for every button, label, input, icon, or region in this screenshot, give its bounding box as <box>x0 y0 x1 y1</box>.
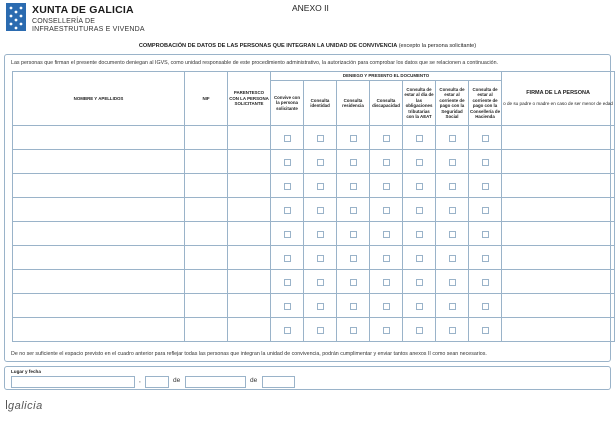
members-table <box>12 71 615 342</box>
checkbox[interactable] <box>317 183 324 190</box>
member-rows <box>13 126 615 342</box>
checkbox[interactable] <box>284 231 291 238</box>
checkbox-cell <box>337 222 370 246</box>
checkbox-cell <box>304 222 337 246</box>
checkbox-cell <box>337 150 370 174</box>
checkbox-cell <box>271 150 304 174</box>
checkbox-cell <box>304 126 337 150</box>
checkbox[interactable] <box>482 159 489 166</box>
checkbox[interactable] <box>317 303 324 310</box>
column-subheader: Consulta discapacidad <box>370 81 403 126</box>
checkbox-cell <box>469 126 502 150</box>
checkbox[interactable] <box>416 183 423 190</box>
month-input[interactable] <box>185 376 246 388</box>
checkbox[interactable] <box>317 279 324 286</box>
checkbox[interactable] <box>350 255 357 262</box>
checkbox-cell <box>469 150 502 174</box>
checkbox-cell <box>403 246 436 270</box>
checkbox-cell <box>436 294 469 318</box>
table-row <box>13 246 615 270</box>
checkbox-cell <box>436 174 469 198</box>
name-cell[interactable] <box>13 294 185 318</box>
document-title <box>0 43 615 49</box>
checkbox-cell <box>403 222 436 246</box>
name-cell[interactable] <box>13 126 185 150</box>
checkbox[interactable] <box>317 255 324 262</box>
checkbox[interactable] <box>317 207 324 214</box>
checkbox[interactable] <box>383 159 390 166</box>
checkbox-cell <box>271 270 304 294</box>
department-line-1: CONSELLERÍA DE <box>32 18 96 25</box>
checkbox[interactable] <box>482 207 489 214</box>
parentesco-cell[interactable] <box>228 126 271 150</box>
header <box>6 3 609 39</box>
checkbox-cell <box>337 126 370 150</box>
column-subheader: Convive con la persona solicitante <box>271 81 304 126</box>
checkbox-cell <box>370 294 403 318</box>
nif-cell[interactable] <box>185 270 228 294</box>
galicia-footer-logo <box>6 400 43 412</box>
checkbox-cell <box>271 246 304 270</box>
day-input[interactable] <box>145 376 169 388</box>
checkbox[interactable] <box>284 159 291 166</box>
place-date-section <box>4 366 611 390</box>
table-row <box>13 318 615 342</box>
table-row <box>13 294 615 318</box>
main-section <box>4 54 611 362</box>
checkbox[interactable] <box>416 135 423 142</box>
signature-cell[interactable] <box>502 174 615 198</box>
checkbox[interactable] <box>482 255 489 262</box>
checkbox-cell <box>403 150 436 174</box>
nif-cell[interactable] <box>185 198 228 222</box>
checkbox-cell <box>436 126 469 150</box>
name-cell[interactable] <box>13 318 185 342</box>
checkbox[interactable] <box>482 303 489 310</box>
checkbox[interactable] <box>350 207 357 214</box>
checkbox-cell <box>304 198 337 222</box>
nif-cell[interactable] <box>185 174 228 198</box>
checkbox-cell <box>337 174 370 198</box>
checkbox-cell <box>337 294 370 318</box>
department-line-2: INFRAESTRUTURAS E VIVENDA <box>32 26 145 33</box>
checkbox[interactable] <box>350 303 357 310</box>
parentesco-cell[interactable] <box>228 294 271 318</box>
checkbox[interactable] <box>482 183 489 190</box>
checkbox[interactable] <box>416 327 423 334</box>
checkbox[interactable] <box>284 207 291 214</box>
title-sub: (excepto la persona solicitante) <box>398 43 477 49</box>
parentesco-cell[interactable] <box>228 270 271 294</box>
checkbox[interactable] <box>383 231 390 238</box>
name-cell[interactable] <box>13 174 185 198</box>
name-cell[interactable] <box>13 270 185 294</box>
checkbox-cell <box>469 318 502 342</box>
signature-cell[interactable] <box>502 198 615 222</box>
checkbox[interactable] <box>482 135 489 142</box>
checkbox[interactable] <box>416 303 423 310</box>
checkbox-cell <box>370 150 403 174</box>
checkbox[interactable] <box>284 303 291 310</box>
checkbox[interactable] <box>383 303 390 310</box>
column-subheader: Consulta de estar al corriente de pago con la Consellería de Hacienda <box>469 81 502 126</box>
checkbox[interactable] <box>449 135 456 142</box>
parentesco-cell[interactable] <box>228 318 271 342</box>
checkbox-cell <box>403 198 436 222</box>
column-header-parentesco: PARENTESCO CON LA PERSONA SOLICITANTE <box>228 72 271 126</box>
checkbox[interactable] <box>449 159 456 166</box>
nif-cell[interactable] <box>185 294 228 318</box>
nif-cell[interactable] <box>185 150 228 174</box>
checkbox-cell <box>436 246 469 270</box>
checkbox[interactable] <box>284 279 291 286</box>
checkbox-cell <box>337 198 370 222</box>
checkbox-cell <box>436 198 469 222</box>
checkbox[interactable] <box>350 231 357 238</box>
parentesco-cell[interactable] <box>228 246 271 270</box>
checkbox[interactable] <box>350 279 357 286</box>
checkbox-cell <box>370 126 403 150</box>
signature-cell[interactable] <box>502 222 615 246</box>
checkbox[interactable] <box>482 279 489 286</box>
checkbox-cell <box>337 270 370 294</box>
checkbox[interactable] <box>449 303 456 310</box>
checkbox-cell <box>304 318 337 342</box>
nif-cell[interactable] <box>185 126 228 150</box>
table-row <box>13 126 615 150</box>
table-row <box>13 150 615 174</box>
checkbox-cell <box>271 222 304 246</box>
checkbox-cell <box>271 174 304 198</box>
checkbox[interactable] <box>350 159 357 166</box>
checkbox[interactable] <box>383 207 390 214</box>
checkbox[interactable] <box>416 231 423 238</box>
column-subheader: Consulta de estar al día de las obligaciones tributarias con la AEAT <box>403 81 436 126</box>
nif-cell[interactable] <box>185 222 228 246</box>
checkbox[interactable] <box>383 183 390 190</box>
nif-cell[interactable] <box>185 246 228 270</box>
signature-cell[interactable] <box>502 294 615 318</box>
checkbox[interactable] <box>482 327 489 334</box>
checkbox-cell <box>403 126 436 150</box>
checkbox-cell <box>271 198 304 222</box>
place-input[interactable] <box>11 376 135 388</box>
checkbox-cell <box>436 222 469 246</box>
de-separator-2: de <box>250 377 258 384</box>
checkbox-cell <box>436 150 469 174</box>
insufficient-space-note: De no ser suficiente el espacio previsto en el cuadro anterior para reflejar todas las personas que integran la unidad de convivencia, podrán cumplimentar y enviar tantos anexos II como sean necesarios. <box>11 351 487 357</box>
checkbox-cell <box>403 174 436 198</box>
parentesco-cell[interactable] <box>228 198 271 222</box>
table-row <box>13 198 615 222</box>
checkbox-cell <box>370 246 403 270</box>
checkbox[interactable] <box>350 327 357 334</box>
title-main: COMPROBACIÓN DE DATOS DE LAS PERSONAS QUE INTEGRAN LA UNIDAD DE CONVIVENCIA <box>138 43 398 49</box>
comma-separator: , <box>139 377 141 384</box>
logo-bar-icon <box>6 400 7 409</box>
checkbox-cell <box>403 318 436 342</box>
org-name: XUNTA DE GALICIA <box>32 4 134 16</box>
nif-cell[interactable] <box>185 318 228 342</box>
de-separator-1: de <box>173 377 181 384</box>
name-cell[interactable] <box>13 198 185 222</box>
checkbox[interactable] <box>317 327 324 334</box>
column-subheader: Consulta de estar al corriente de pago con la Seguridad Social <box>436 81 469 126</box>
checkbox-cell <box>271 318 304 342</box>
signature-cell[interactable] <box>502 150 615 174</box>
checkbox[interactable] <box>416 207 423 214</box>
column-header-nif: NIF <box>185 72 228 126</box>
checkbox[interactable] <box>350 183 357 190</box>
column-group-header: DENIEGO Y PRESENTO EL DOCUMENTO <box>271 72 502 81</box>
xunta-logo-icon <box>6 3 26 31</box>
checkbox-cell <box>403 270 436 294</box>
checkbox-cell <box>304 270 337 294</box>
checkbox-cell <box>337 246 370 270</box>
signature-cell[interactable] <box>502 318 615 342</box>
checkbox-cell <box>370 222 403 246</box>
checkbox[interactable] <box>449 255 456 262</box>
checkbox-cell <box>304 174 337 198</box>
column-header-firma <box>502 72 615 126</box>
checkbox-cell <box>370 318 403 342</box>
parentesco-cell[interactable] <box>228 222 271 246</box>
checkbox[interactable] <box>284 327 291 334</box>
checkbox[interactable] <box>317 135 324 142</box>
parentesco-cell[interactable] <box>228 150 271 174</box>
checkbox[interactable] <box>317 159 324 166</box>
column-subheader: Consulta identidad <box>304 81 337 126</box>
checkbox-cell <box>370 270 403 294</box>
parentesco-cell[interactable] <box>228 174 271 198</box>
checkbox-cell <box>469 222 502 246</box>
checkbox[interactable] <box>350 135 357 142</box>
name-cell[interactable] <box>13 246 185 270</box>
checkbox[interactable] <box>449 279 456 286</box>
checkbox-cell <box>469 246 502 270</box>
year-input[interactable] <box>262 376 295 388</box>
place-date-label: Lugar y fecha <box>11 369 41 374</box>
checkbox[interactable] <box>317 231 324 238</box>
checkbox-cell <box>304 246 337 270</box>
checkbox-cell <box>469 174 502 198</box>
checkbox-cell <box>271 294 304 318</box>
table-row <box>13 270 615 294</box>
name-cell[interactable] <box>13 222 185 246</box>
checkbox-cell <box>403 294 436 318</box>
column-header-name: NOMBRE Y APELLIDOS <box>13 72 185 126</box>
checkbox-cell <box>304 294 337 318</box>
signature-cell[interactable] <box>502 246 615 270</box>
checkbox[interactable] <box>416 255 423 262</box>
checkbox[interactable] <box>284 255 291 262</box>
checkbox-cell <box>370 198 403 222</box>
signature-cell[interactable] <box>502 270 615 294</box>
signature-cell[interactable] <box>502 126 615 150</box>
checkbox[interactable] <box>383 327 390 334</box>
checkbox-cell <box>436 318 469 342</box>
column-subheader: Consulta residencia <box>337 81 370 126</box>
table-row <box>13 222 615 246</box>
firma-subtitle: o de su padre o madre en caso de ser menor de edad <box>503 101 613 107</box>
checkbox-cell <box>469 294 502 318</box>
checkbox[interactable] <box>383 135 390 142</box>
checkbox[interactable] <box>383 255 390 262</box>
footer-logo-text: galicia <box>8 400 43 412</box>
checkbox[interactable] <box>482 231 489 238</box>
checkbox-cell <box>469 270 502 294</box>
checkbox-cell <box>304 150 337 174</box>
firma-title: FIRMA DE LA PERSONA <box>526 90 590 97</box>
checkbox-cell <box>370 174 403 198</box>
checkbox-cell <box>271 126 304 150</box>
annex-label: ANEXO II <box>292 3 329 13</box>
checkbox-cell <box>337 318 370 342</box>
checkbox[interactable] <box>449 231 456 238</box>
checkbox[interactable] <box>449 327 456 334</box>
checkbox[interactable] <box>383 279 390 286</box>
checkbox-cell <box>436 270 469 294</box>
checkbox[interactable] <box>416 279 423 286</box>
checkbox-cell <box>469 198 502 222</box>
checkbox[interactable] <box>449 183 456 190</box>
table-row <box>13 174 615 198</box>
checkbox[interactable] <box>284 183 291 190</box>
checkbox[interactable] <box>284 135 291 142</box>
checkbox[interactable] <box>416 159 423 166</box>
checkbox[interactable] <box>449 207 456 214</box>
name-cell[interactable] <box>13 150 185 174</box>
intro-text: Las personas que firman el presente documento deniegan al IGVS, como unidad responsable de este procedimiento administrativo, la autorización para comprobar los datos que se relacionen a continuación. <box>11 60 499 66</box>
